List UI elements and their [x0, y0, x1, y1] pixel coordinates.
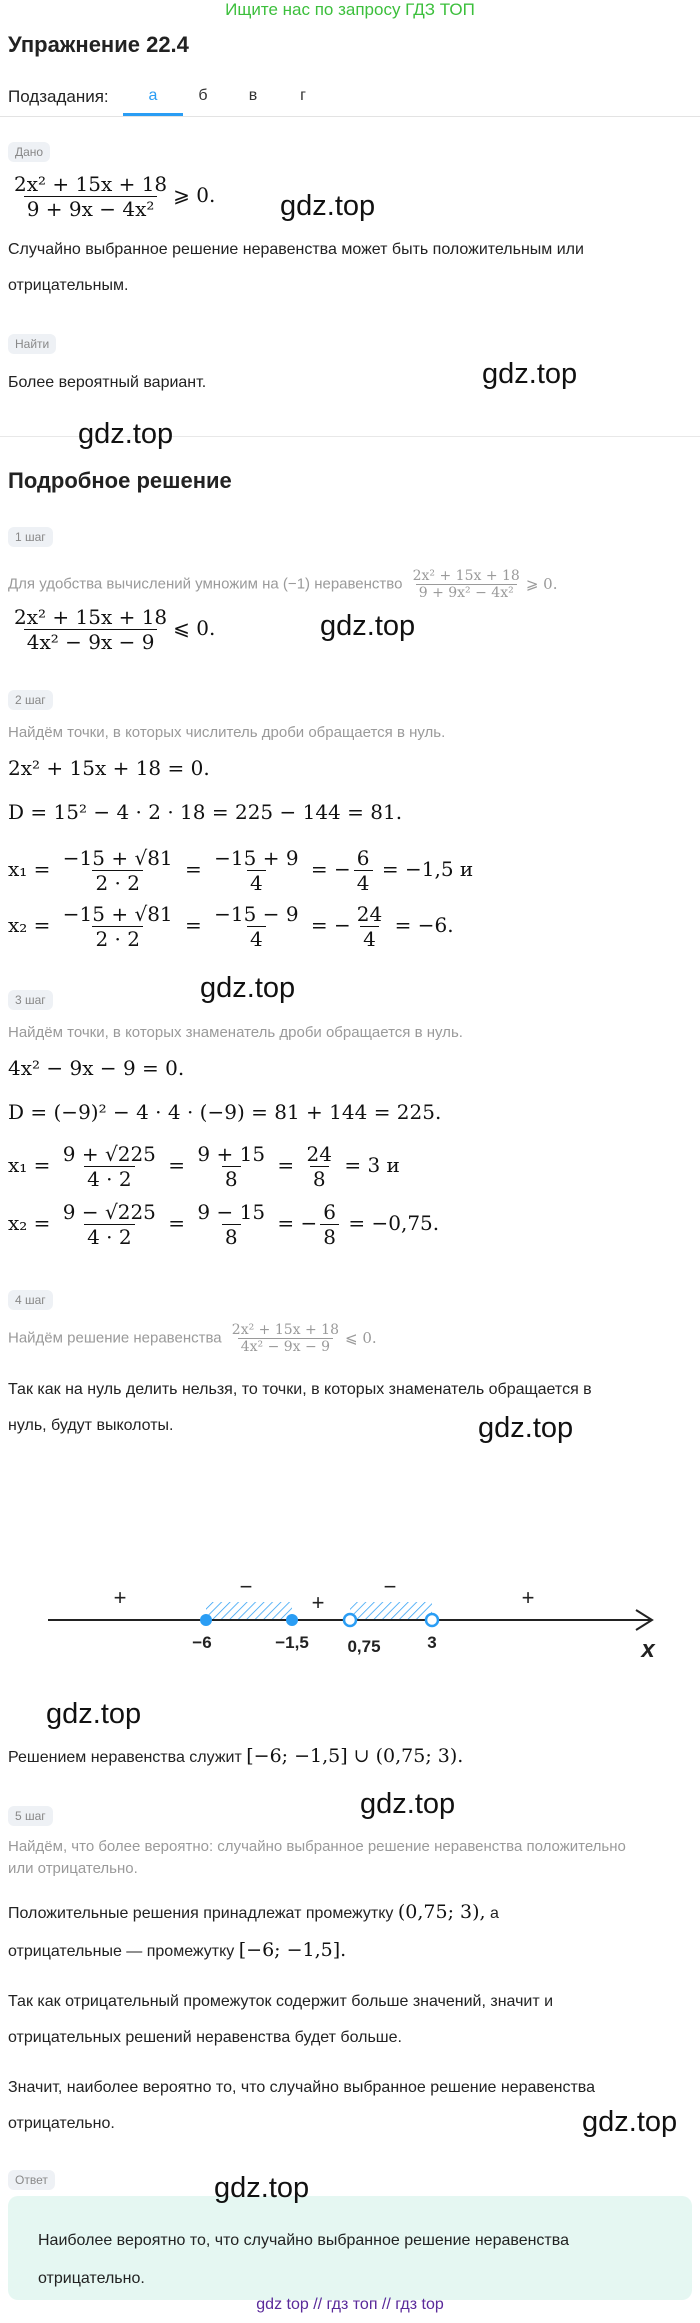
step3-x1-den2: 8	[222, 1166, 241, 1191]
step2-x1-den3: 4	[354, 870, 373, 895]
step5-para-2	[8, 1932, 346, 1970]
step2-x2-den: 2 · 2	[92, 926, 143, 951]
point-0-75	[344, 1614, 356, 1626]
step5-para-4a: Значит, наиболее вероятно то, что случайно выбранное решение неравенства	[8, 2079, 596, 2096]
sign-5: +	[521, 1585, 535, 1610]
given-relation: ⩾ 0.	[173, 183, 216, 207]
step2-x2-eq: =	[185, 913, 202, 937]
step2-equation: 2x² + 15x + 18 = 0.	[8, 756, 210, 780]
point-3	[426, 1614, 438, 1626]
step4-instruction	[8, 1322, 377, 1355]
step1-badge: 1 шаг	[8, 527, 53, 547]
tick-minus-1-5: −1,5	[275, 1633, 309, 1652]
step1-res-numerator: 2x² + 15x + 18	[14, 605, 168, 629]
watermark: gdz.top	[360, 1788, 456, 1820]
given-text-1: Случайно выбранное решение неравенства может быть положительным или	[8, 241, 584, 258]
step2-x2-end: = −6.	[394, 913, 454, 937]
step3-x1-num3: 24	[306, 1142, 332, 1166]
step3-x2-num2: 9 − 15	[197, 1200, 266, 1224]
step3-badge: 3 шаг	[8, 990, 53, 1010]
point-minus-6	[200, 1614, 212, 1626]
answer-text-1: Наиболее вероятно то, что случайно выбранное решение неравенства	[38, 2232, 569, 2249]
step4-result	[8, 1738, 463, 1776]
step1-res-relation: ⩽ 0.	[173, 616, 216, 640]
step3-x1-eq: =	[168, 1153, 186, 1177]
tick-0-75: 0,75	[347, 1637, 381, 1656]
given-numerator: 2x² + 15x + 18	[14, 172, 168, 196]
step2-root2	[8, 902, 454, 951]
step4-relation: ⩽ 0.	[345, 1328, 377, 1347]
search-hint-banner: Ищите нас по запросу ГДЗ ТОП	[225, 0, 475, 19]
step2-x1-eq2: = −	[310, 857, 351, 881]
given-inequality	[8, 172, 215, 221]
step3-x1-num2: 9 + 15	[197, 1142, 266, 1166]
step2-x1-num3: 6	[356, 846, 370, 870]
step3-x1-end: = 3 и	[344, 1153, 400, 1177]
step1-denominator: 9 + 9x² − 4x²	[416, 584, 517, 601]
step2-x2-num3: 24	[356, 902, 383, 926]
step3-x2-den3: 8	[320, 1224, 339, 1249]
step3-text: Найдём точки, в которых знаменатель дроби обращается в нуль.	[8, 1024, 463, 1041]
step3-discriminant: D = (−9)² − 4 · 4 · (−9) = 81 + 144 = 225.	[8, 1100, 442, 1124]
step2-x1-num2: −15 + 9	[214, 846, 299, 870]
step2-text: Найдём точки, в которых числитель дроби обращается в нуль.	[8, 724, 446, 741]
step2-x1-eq: =	[185, 857, 202, 881]
answer-badge: Ответ	[8, 2170, 55, 2190]
sign-3: +	[311, 1590, 325, 1615]
footer-links[interactable]: gdz top // гдз топ // гдз top	[256, 2296, 444, 2313]
step5-badge: 5 шаг	[8, 1806, 53, 1826]
step3-x2-label: x₂ =	[8, 1211, 51, 1235]
watermark: gdz.top	[46, 1698, 142, 1730]
step5-text-1: Найдём, что более вероятно: случайно выбранное решение неравенства положительно	[8, 1838, 626, 1855]
tick-3: 3	[427, 1633, 437, 1652]
step4-text: Найдём решение неравенства	[8, 1329, 222, 1347]
step3-x2-eq: =	[168, 1211, 186, 1235]
find-text: Более вероятный вариант.	[8, 374, 207, 391]
step4-body-2: нуль, будут выколоты.	[8, 1417, 174, 1434]
step2-root1	[8, 846, 473, 895]
subtasks-label: Подзадания:	[8, 87, 109, 106]
watermark: gdz.top	[214, 2172, 310, 2204]
point-minus-1-5	[286, 1614, 298, 1626]
step3-x2-num: 9 − √225	[62, 1200, 156, 1224]
step2-x2-num: −15 + √81	[62, 902, 173, 926]
active-tab-indicator	[123, 113, 183, 116]
tab-b[interactable]: б	[198, 87, 208, 104]
tab-a[interactable]: а	[148, 87, 158, 104]
step5-p1b: а	[490, 1905, 499, 1922]
step1-result	[8, 605, 215, 654]
step2-x1-den2: 4	[247, 870, 266, 895]
step5-para-1	[8, 1894, 499, 1932]
find-badge: Найти	[8, 334, 56, 354]
step3-equation: 4x² − 9x − 9 = 0.	[8, 1056, 185, 1080]
step3-x2-den: 4 · 2	[84, 1224, 135, 1249]
step3-x1-eq2: =	[277, 1153, 295, 1177]
step3-x2-den2: 8	[222, 1224, 241, 1249]
given-text-2: отрицательным.	[8, 277, 129, 294]
answer-text-2: отрицательно.	[38, 2270, 145, 2287]
step3-x2-end: = −0,75.	[348, 1211, 440, 1235]
axis-label: x	[641, 1636, 655, 1663]
step1-text: Для удобства вычислений умножим на (−1) неравенство	[8, 575, 403, 593]
given-denominator: 9 + 9x − 4x²	[24, 196, 158, 221]
step5-para-3b: отрицательных решений неравенства будет больше.	[8, 2029, 402, 2046]
hatch-interval-1	[206, 1602, 292, 1620]
step3-x2-eq2: = −	[277, 1211, 318, 1235]
step2-badge: 2 шаг	[8, 690, 53, 710]
step4-badge: 4 шаг	[8, 1290, 53, 1310]
step2-x2-num2: −15 − 9	[214, 902, 299, 926]
sign-4: −	[383, 1574, 397, 1599]
step3-x1-den: 4 · 2	[84, 1166, 135, 1191]
given-badge: Дано	[8, 142, 50, 162]
watermark: gdz.top	[482, 358, 578, 390]
tab-v[interactable]: в	[248, 87, 258, 104]
step3-x2-num3: 6	[323, 1200, 337, 1224]
step1-res-denominator: 4x² − 9x − 9	[24, 629, 158, 654]
hatch-interval-2	[350, 1602, 432, 1620]
step4-denominator: 4x² − 9x − 9	[238, 1338, 333, 1355]
step3-root1	[8, 1142, 400, 1191]
step1-relation: ⩾ 0.	[525, 574, 558, 593]
step3-x1-label: x₁ =	[8, 1153, 51, 1177]
step2-x2-den2: 4	[247, 926, 266, 951]
step2-x1-den: 2 · 2	[92, 870, 143, 895]
step3-x1-den3: 8	[310, 1166, 329, 1191]
tick-minus-6: −6	[192, 1633, 212, 1652]
step5-p1a: Положительные решения принадлежат промежутку	[8, 1905, 394, 1922]
watermark: gdz.top	[200, 972, 296, 1004]
step2-x1-num: −15 + √81	[62, 846, 173, 870]
watermark: gdz.top	[478, 1412, 574, 1444]
step2-x2-den3: 4	[360, 926, 379, 951]
step2-discriminant: D = 15² − 4 · 2 · 18 = 225 − 144 = 81.	[8, 800, 403, 824]
watermark: gdz.top	[582, 2106, 678, 2138]
step2-x1-label: x₁ =	[8, 857, 51, 881]
sign-1: +	[113, 1585, 127, 1610]
watermark: gdz.top	[320, 610, 416, 642]
tabs-divider	[0, 116, 700, 117]
solution-title: Подробное решение	[8, 468, 232, 493]
step2-x1-end: = −1,5 и	[381, 857, 474, 881]
step3-root2	[8, 1200, 439, 1249]
step1-numerator: 2x² + 15x + 18	[412, 568, 520, 584]
step5-p2m: [−6; −1,5].	[238, 1939, 347, 1961]
step1-instruction	[8, 568, 557, 601]
step4-numerator: 2x² + 15x + 18	[231, 1322, 339, 1338]
step5-text-2: или отрицательно.	[8, 1860, 138, 1877]
step5-p1m: (0,75; 3),	[397, 1901, 486, 1923]
step4-result-text: Решением неравенства служит	[8, 1749, 242, 1766]
step5-p2a: отрицательные — промежутку	[8, 1943, 235, 1960]
answer-text	[38, 2222, 678, 2298]
sign-2: −	[239, 1574, 253, 1599]
watermark: gdz.top	[78, 418, 174, 450]
tab-g[interactable]: г	[300, 87, 306, 104]
step4-body-1: Так как на нуль делить нельзя, то точки, в которых знаменатель обращается в	[8, 1381, 592, 1398]
watermark: gdz.top	[280, 190, 376, 222]
step2-x2-eq2: = −	[310, 913, 351, 937]
step5-para-4b: отрицательно.	[8, 2115, 115, 2132]
number-line	[0, 1560, 700, 1680]
step2-x2-label: x₂ =	[8, 913, 51, 937]
step3-x1-num: 9 + √225	[62, 1142, 156, 1166]
page-title: Упражнение 22.4	[8, 32, 189, 57]
step4-result-math: [−6; −1,5] ∪ (0,75; 3).	[246, 1745, 464, 1767]
step5-para-3a: Так как отрицательный промежуток содержит больше значений, значит и	[8, 1993, 554, 2010]
